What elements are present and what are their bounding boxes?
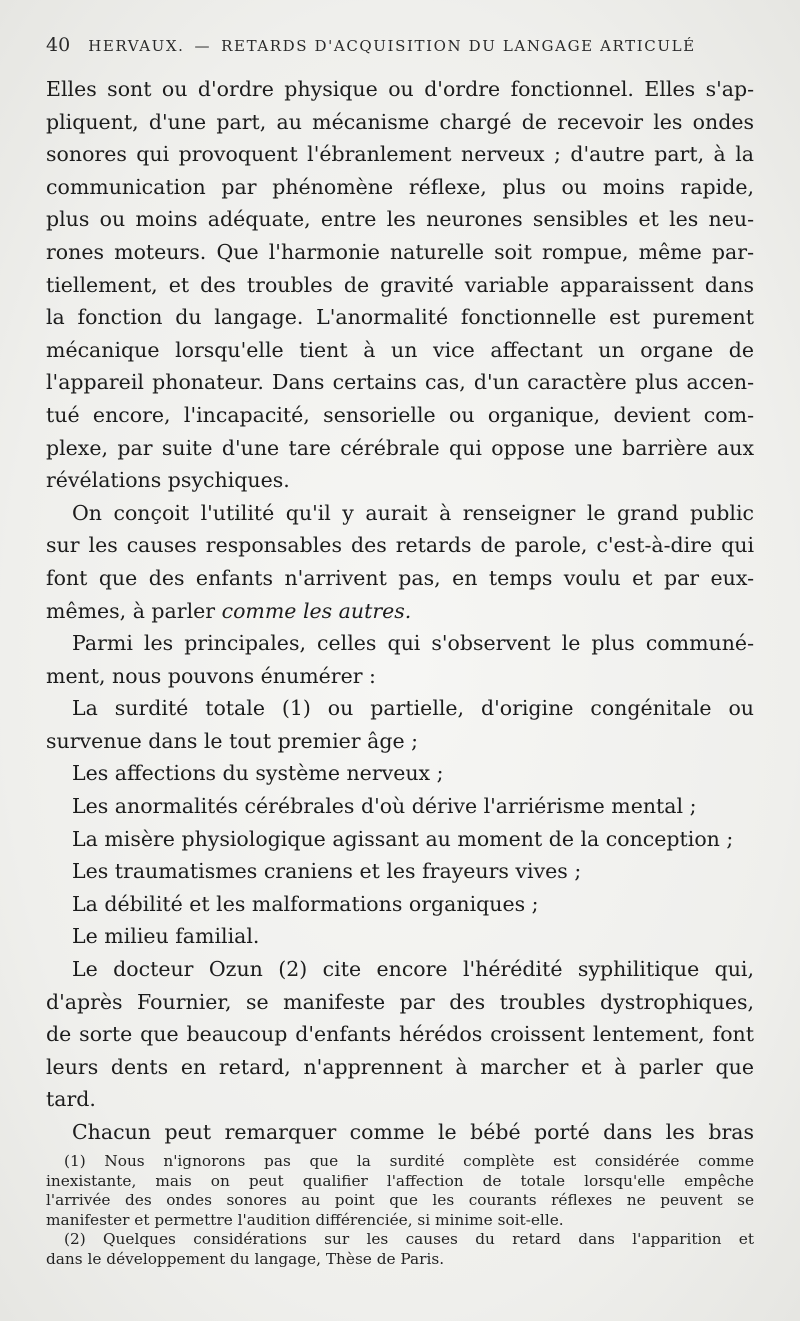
footnotes	[46, 1152, 754, 1270]
text-line-start: mêmes, à parler	[46, 598, 216, 623]
footnote-line: dans le développement du langage, Thèse de Paris.	[46, 1249, 445, 1268]
running-head-separator: —	[194, 37, 212, 55]
text-line: On conçoit l'utilité qu'il y aurait à renseigner le grand public	[72, 500, 754, 525]
list-item: Les affections du système nerveux ;	[72, 761, 444, 786]
text-line: plus ou moins adéquate, entre les neurones sensibles et les neu-	[46, 207, 754, 232]
text-line: ment, nous pouvons énumérer :	[46, 663, 376, 688]
text-line: Elles sont ou d'ordre physique ou d'ordre fonctionnel. Elles s'ap-	[46, 77, 754, 101]
text-line: sur les causes responsables des retards de parole, c'est-à-dire qui	[46, 533, 754, 558]
text-line: leurs dents en retard, n'apprennent à marcher et à parler que	[46, 1054, 754, 1079]
text-line	[46, 595, 754, 628]
list-item: Le milieu familial.	[72, 924, 260, 949]
footnote-line: (1) Nous n'ignorons pas que la surdité complète est considérée comme	[64, 1152, 754, 1170]
list-item: La misère physiologique agissant au moment de la conception ;	[72, 826, 734, 851]
text-line: Parmi les principales, celles qui s'observent le plus communé-	[72, 631, 754, 656]
footnote-line: l'arrivée des ondes sonores au point que les courants réflexes ne peuvent se	[46, 1191, 754, 1210]
page-number: 40	[46, 34, 71, 56]
text-line: révélations psychiques.	[46, 468, 290, 493]
text-line: tué encore, l'incapacité, sensorielle ou organique, devient com-	[46, 402, 754, 427]
list-item: Les anormalités cérébrales d'où dérive l'arriérisme mental ;	[72, 794, 697, 819]
text-line: communication par phénomène réflexe, plus ou moins rapide,	[46, 174, 754, 199]
text-line: sonores qui provoquent l'ébranlement nerveux ; d'autre part, à la	[46, 142, 754, 167]
text-line: rones moteurs. Que l'harmonie naturelle soit rompue, même par-	[46, 239, 754, 264]
text-line: plexe, par suite d'une tare cérébrale qui oppose une barrière aux	[46, 435, 754, 460]
text-line: la fonction du langage. L'anormalité fonctionnelle est purement	[46, 305, 754, 330]
text-line: Chacun peut remarquer comme le bébé porté dans les bras	[72, 1120, 754, 1144]
body-text	[46, 73, 754, 1149]
footnote-line: manifester et permettre l'audition différenciée, si minime soit-elle.	[46, 1210, 564, 1229]
text-line: d'après Fournier, se manifeste par des troubles dystrophiques,	[46, 989, 754, 1014]
text-line: pliquent, d'une part, au mécanisme chargé de recevoir les ondes	[46, 109, 754, 134]
text-line: font que des enfants n'arrivent pas, en temps voulu et par eux-	[46, 565, 754, 590]
list-item: La débilité et les malformations organiques ;	[72, 891, 539, 916]
text-line: de sorte que beaucoup d'enfants hérédos croissent lentement, font	[46, 1022, 754, 1047]
footnote-line: inexistante, mais on peut qualifier l'affection de totale lorsqu'elle empêche	[46, 1171, 754, 1190]
list-item: Les traumatismes craniens et les frayeurs vives ;	[72, 859, 582, 884]
text-line: Le docteur Ozun (2) cite encore l'hérédité syphilitique qui,	[72, 957, 754, 982]
text-line: tiellement, et des troubles de gravité variable apparaissent dans	[46, 272, 754, 297]
text-line: La surdité totale (1) ou partielle, d'origine congénitale ou	[72, 696, 754, 721]
footnote-line: (2) Quelques considérations sur les causes du retard dans l'apparition et	[64, 1230, 754, 1249]
italic-phrase: comme les autres.	[221, 598, 412, 623]
running-head-author: HERVAUX.	[88, 37, 185, 55]
text-line: l'appareil phonateur. Dans certains cas, d'un caractère plus accen-	[46, 370, 754, 395]
running-head	[46, 34, 766, 56]
text-line: tard.	[46, 1087, 96, 1112]
running-head-title: RETARDS D'ACQUISITION DU LANGAGE ARTICULÉ	[221, 37, 696, 55]
text-line: survenue dans le tout premier âge ;	[46, 728, 419, 753]
text-line: mécanique lorsqu'elle tient à un vice affectant un organe de	[46, 337, 754, 362]
